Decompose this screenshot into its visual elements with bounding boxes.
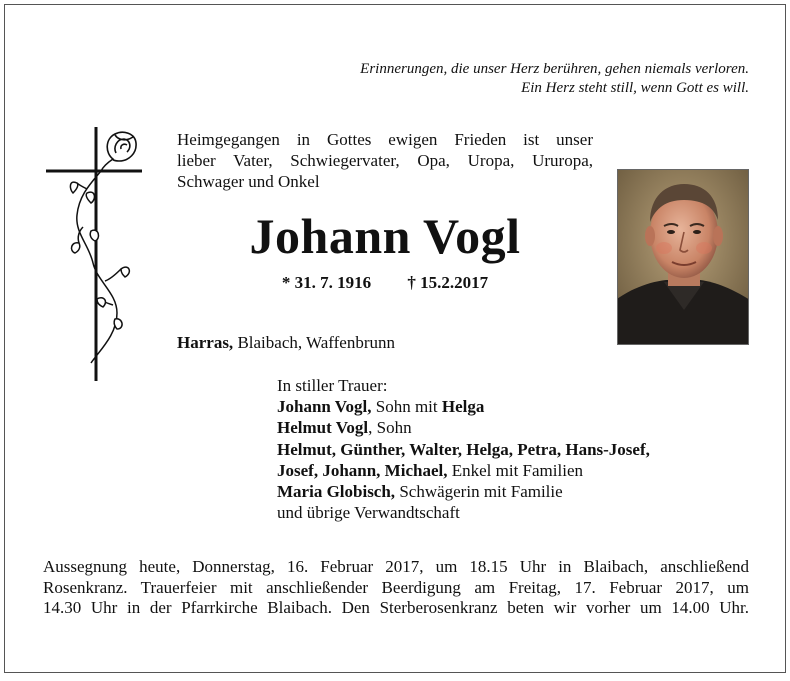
mourner-line <box>277 396 650 417</box>
cross-with-rose-icon <box>43 123 143 385</box>
mourner-line <box>277 439 650 460</box>
mourner-name: Helmut Vogl <box>277 418 369 438</box>
mourner-relation: Sohn mit <box>371 397 442 417</box>
life-dates <box>177 272 593 294</box>
intro-line-1: Heimgegangen in Gottes ewigen Frieden ist unser <box>177 130 593 149</box>
mourner-relation: Enkel mit Familien <box>447 460 583 480</box>
mourner-line <box>277 481 650 502</box>
place-main: Harras, <box>177 333 234 352</box>
mourner-relation: Schwägerin mit Familie <box>395 482 563 502</box>
mourner-name: Maria Globisch, <box>277 482 396 502</box>
service-info <box>43 557 749 619</box>
intro-line-3: Schwager und Onkel <box>177 172 320 191</box>
mourner-line: und übrige Verwandtschaft <box>277 503 460 523</box>
service-line-3: 14.30 Uhr in der Pfarrkirche Blaibach. Den Sterberosenkranz beten wir vorher um 14.00 Uhr. <box>43 598 749 617</box>
mourner-name: Helga <box>441 397 485 417</box>
motto-line-2: Ein Herz steht still, wenn Gott es will. <box>521 80 749 96</box>
mourner-line <box>277 417 650 438</box>
birth-date: * 31. 7. 1916 <box>281 273 372 292</box>
mourners-heading: In stiller Trauer: <box>277 376 388 395</box>
portrait-photo <box>617 169 749 345</box>
service-line-1: Aussegnung heute, Donnerstag, 16. Februar 2017, um 18.15 Uhr in Blaibach, anschließend <box>43 557 749 576</box>
intro-line-2: lieber Vater, Schwiegervater, Opa, Uropa, Ururopa, <box>177 151 593 170</box>
service-line-2: Rosenkranz. Trauerfeier mit anschließender Beerdigung am Freitag, 17. Februar 2017, um <box>43 577 749 597</box>
death-date: † 15.2.2017 <box>407 273 489 292</box>
motto-line-1: Erinnerungen, die unser Herz berühren, gehen niemals verloren. <box>360 61 749 77</box>
obituary-notice <box>4 4 786 673</box>
mourner-name: Helmut, Günther, Walter, Helga, Petra, Hans-Josef, <box>277 439 650 459</box>
mourner-name: Johann Vogl, <box>277 397 372 417</box>
mourners-list <box>277 375 650 523</box>
mourner-line <box>277 460 650 481</box>
mourner-relation: , Sohn <box>368 418 412 438</box>
place-others: Blaibach, Waffenbrunn <box>233 333 396 352</box>
intro-text <box>177 129 593 192</box>
motto-quote <box>360 60 749 98</box>
mourner-name: Josef, Johann, Michael, <box>277 460 448 480</box>
deceased-name: Johann Vogl <box>249 208 521 264</box>
places <box>177 332 395 354</box>
